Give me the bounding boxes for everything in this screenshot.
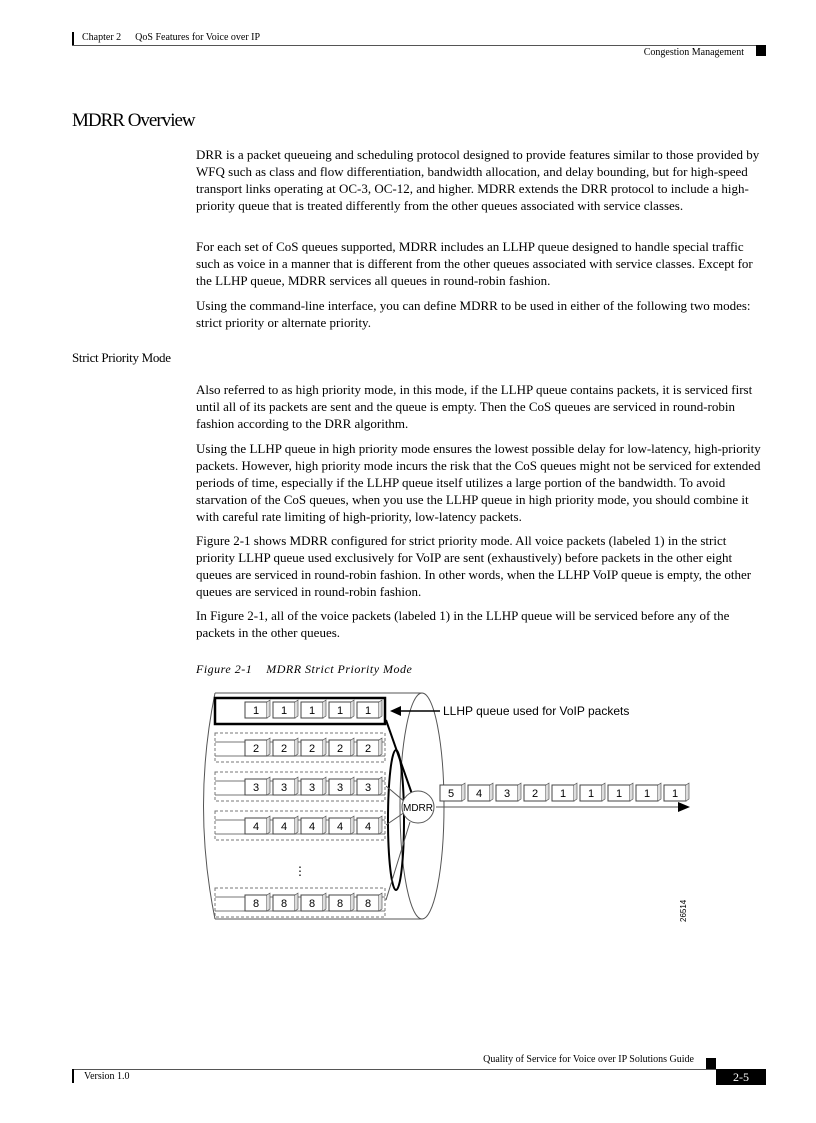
- paragraph: Using the LLHP queue in high priority mode ensures the lowest possible delay for low-latency, high-priority packets. However, high priority mode incurs the risk that the CoS queues might not be serviced for extended periods of time, especially if the LLHP queue itself utilizes a large portion of the bandwidth. To avoid starvation of the CoS queues, when you use the LLHP queue in high priority mode, you should combine it with careful rate limiting of high-priority, low-latency packets.: [196, 441, 761, 524]
- packet-label: 8: [364, 898, 372, 910]
- packet-label: 1: [559, 788, 567, 800]
- packet-label: 4: [280, 821, 288, 833]
- packet-label: 4: [336, 821, 344, 833]
- footer-bar: [72, 1069, 74, 1083]
- packet: [552, 783, 577, 801]
- packet: [329, 700, 354, 718]
- packet-label: 2: [308, 743, 316, 755]
- output-arrow-icon: [678, 802, 690, 812]
- guide-title: Quality of Service for Voice over IP Solutions Guide: [483, 1054, 694, 1065]
- packet: [357, 738, 382, 756]
- packet-label: 1: [615, 788, 623, 800]
- packet: [496, 783, 521, 801]
- packet: [664, 783, 689, 801]
- packet-label: 3: [252, 782, 260, 794]
- figure-title: MDRR Strict Priority Mode: [266, 662, 413, 676]
- packet: [301, 700, 326, 718]
- packet: [524, 783, 549, 801]
- packet-label: 1: [252, 705, 260, 717]
- packet: [357, 816, 382, 834]
- packet-label: 2: [364, 743, 372, 755]
- packet: [636, 783, 661, 801]
- queue-row: [215, 733, 385, 762]
- packet: [468, 783, 493, 801]
- page-number: 2-5: [716, 1069, 766, 1085]
- packet-label: 3: [364, 782, 372, 794]
- header-rule: [72, 45, 766, 46]
- packet: [273, 777, 298, 795]
- packet-label: 3: [336, 782, 344, 794]
- packet-label: 1: [643, 788, 651, 800]
- packet-label: 1: [336, 705, 344, 717]
- mdrr-label: MDRR: [403, 803, 433, 814]
- packet: [273, 893, 298, 911]
- packet-label: 8: [308, 898, 316, 910]
- packet: [245, 700, 270, 718]
- packet: [608, 783, 633, 801]
- paragraph: DRR is a packet queueing and scheduling protocol designed to provide features similar to those provided by WFQ such as class and flow differentiation, bandwidth allocation, and delay bounding, but for high-speed transport links operating at OC-3, OC-12, and higher. MDRR extends the DRR protocol to include a high-priority queue that is treated differently from the other queues associated with service classes.: [196, 147, 760, 213]
- packet-label: 8: [280, 898, 288, 910]
- packet: [245, 816, 270, 834]
- packet-label: 2: [252, 743, 260, 755]
- paragraph: Also referred to as high priority mode, in this mode, if the LLHP queue contains packets, it is serviced first until all of its packets are sent and the queue is empty. Then the CoS queues are serviced in round-robin fashion according to the DRR algorithm.: [196, 382, 753, 431]
- packet-label: 4: [308, 821, 316, 833]
- packet-label: 2: [531, 788, 539, 800]
- packet: [245, 893, 270, 911]
- subheading: Strict Priority Mode: [72, 350, 171, 365]
- packet: [301, 893, 326, 911]
- packet-label: 5: [447, 788, 455, 800]
- packet: [329, 816, 354, 834]
- packet: [301, 738, 326, 756]
- paragraph: For each set of CoS queues supported, MDRR includes an LLHP queue designed to handle special traffic such as voice in a manner that is different from the other queues associated with service classes. Except for the LLHP queue, MDRR services all queues in round-robin fashion.: [196, 239, 753, 288]
- packet: [273, 816, 298, 834]
- section-header: Congestion Management: [643, 47, 744, 58]
- paragraph: Using the command-line interface, you can define MDRR to be used in either of the following two modes: strict priority or alternate priority.: [196, 298, 751, 330]
- packet: [273, 700, 298, 718]
- packet-label: 8: [336, 898, 344, 910]
- packet: [580, 783, 605, 801]
- footer-rule: [72, 1069, 766, 1070]
- queue-row: [245, 700, 382, 718]
- packet: [329, 738, 354, 756]
- packet-label: 1: [280, 705, 288, 717]
- version: Version 1.0: [84, 1071, 130, 1082]
- packet-label: 3: [503, 788, 511, 800]
- packet-label: 2: [336, 743, 344, 755]
- packet: [440, 783, 465, 801]
- packet: [273, 738, 298, 756]
- packet-label: 4: [252, 821, 260, 833]
- figure-caption: [196, 662, 426, 677]
- packet-label: 4: [364, 821, 372, 833]
- pointer-arrow-icon: [390, 706, 401, 716]
- queue-row: [215, 811, 385, 840]
- queue-row: [215, 772, 385, 801]
- packet-label: 1: [587, 788, 595, 800]
- chapter-number: Chapter 2: [82, 32, 122, 43]
- paragraph: In Figure 2-1, all of the voice packets (labeled 1) in the LLHP queue will be serviced before any of the packets in the other queues.: [196, 608, 730, 640]
- figure-id: 26514: [679, 899, 688, 922]
- packet: [301, 816, 326, 834]
- header-bar: [72, 32, 74, 46]
- packet: [301, 777, 326, 795]
- packet: [329, 893, 354, 911]
- packet: [245, 777, 270, 795]
- header-marker: [756, 45, 766, 56]
- llhp-label: LLHP queue used for VoIP packets: [443, 704, 630, 718]
- queue-row: [215, 888, 385, 917]
- mdrr-diagram: [200, 690, 700, 930]
- packet-label: 1: [308, 705, 316, 717]
- packet-label: 1: [364, 705, 372, 717]
- paragraph: Figure 2-1 shows MDRR configured for strict priority mode. All voice packets (labeled 1) in the strict priority LLHP queue used exclusively for VoIP are sent (exhaustively) before packets in the other eight queues are serviced in round-robin fashion. In other words, when the LLHP VoIP queue is empty, the other queues are serviced in round-robin fashion.: [196, 533, 752, 599]
- packet-label: 1: [671, 788, 679, 800]
- packet: [245, 738, 270, 756]
- packet-label: 3: [308, 782, 316, 794]
- packet: [329, 777, 354, 795]
- footer-marker: [706, 1058, 716, 1069]
- packet: [357, 777, 382, 795]
- chapter-title: QoS Features for Voice over IP: [135, 32, 261, 43]
- packet-label: 8: [252, 898, 260, 910]
- packet: [357, 893, 382, 911]
- figure-number: Figure 2-1: [196, 662, 253, 676]
- packet-label: 4: [475, 788, 483, 800]
- chapter-header: [82, 32, 274, 43]
- packet: [357, 700, 382, 718]
- packet-label: 3: [280, 782, 288, 794]
- packet-label: 2: [280, 743, 288, 755]
- ellipsis: ⋮: [294, 864, 306, 878]
- page-title: MDRR Overview: [72, 110, 195, 131]
